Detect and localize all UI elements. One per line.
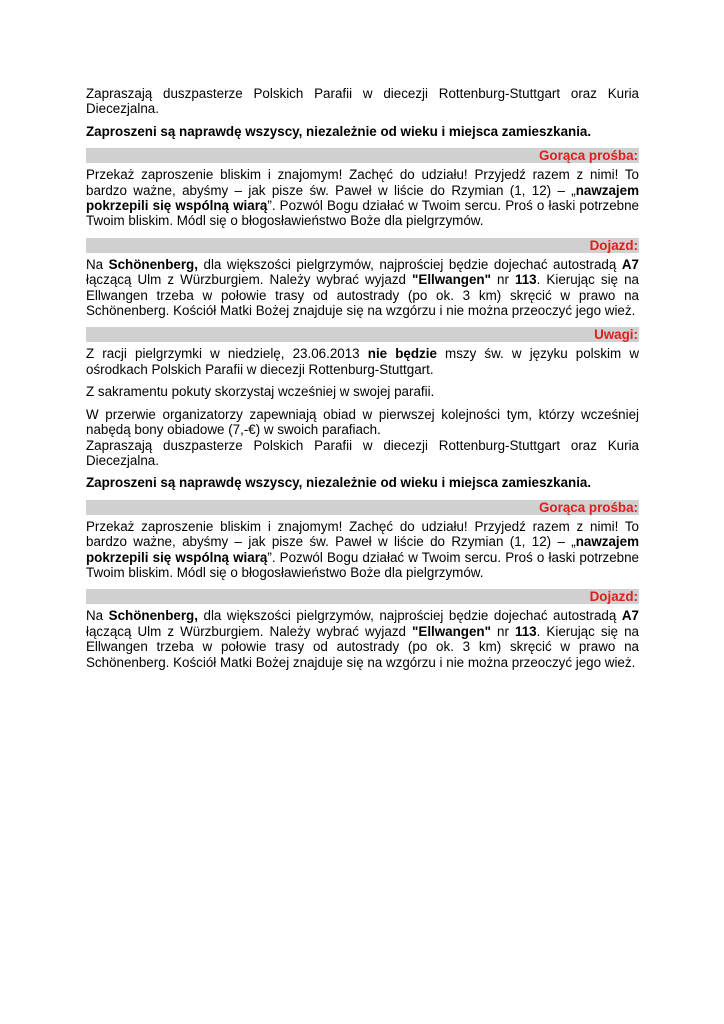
notes-t1: Z racji pielgrzymki w niedzielę, 23.06.2013 [86,346,368,362]
request2-bold: nawzajem pokrzepili się wspólną wiarą [86,534,639,565]
travel2-t3: łączącą Ulm z Würzburgiem. Należy wybrać wyjazd [86,623,413,639]
travel2-t1: Na [86,608,109,624]
request-text-1: Przekaż zaproszenie bliskim i znajomym! Zachęć do udziału! Przyjedź razem z nimi! To bardzo ważne, abyśmy – jak pisze św. Paweł w liście do Rzymian (1, 12) – „ [86,167,639,198]
section-heading-request-2: Gorąca prośba: [86,500,639,515]
request-text-2: ”. Pozwól Bogu działać w Twoim sercu. Proś o łaski potrzebne Twoim bliskim. Módl się o błogosławieństwo Boże dla pielgrzymów. [86,198,639,229]
section-heading-request: Gorąca prośba: [86,148,639,163]
invite-bold-2: Zaproszeni są naprawdę wszyscy, niezależnie od wieku i miejsca zamieszkania. [86,475,592,491]
request2-text-1: Przekaż zaproszenie bliskim i znajomym! Zachęć do udziału! Przyjedź razem z nimi! To bardzo ważne, abyśmy – jak pisze św. Paweł w liście do Rzymian (1, 12) – „ [86,518,639,550]
travel2-t5: . Kierując się na Ellwangen trzeba w połowie trasy od autostrady (po ok. 3 km) skręcić w prawo na Schönenberg. Kościół Matki Bożej znajduje się na wzgórzu i nie można przeoczyć jego wież. [86,623,639,670]
invite-bold: Zaproszeni są naprawdę wszyscy, niezależnie od wieku i miejsca zamieszkania. [86,123,592,139]
travel-t2: dla większości pielgrzymów, najprościej będzie dojechać autostradą [197,256,622,272]
travel2-b2: A7 [621,608,639,624]
travel-b3: "Ellwangen" [412,272,491,288]
invite-text-2: Zapraszają duszpasterze Polskich Parafii w diecezji Rottenburg-Stuttgart oraz Kuria Diecezjalna. [86,437,639,468]
travel-t1: Na [86,256,109,272]
request2-text-2: ”. Pozwól Bogu działać w Twoim sercu. Proś o łaski potrzebne Twoim bliskim. Módl się o błogosławieństwo Boże dla pielgrzymów. [86,549,639,580]
travel-t4: nr [490,272,516,288]
request-bold: nawzajem pokrzepili się wspólną wiarą [86,182,639,214]
travel2-t4: nr [490,623,516,639]
travel2-b1: Schönenberg, [108,608,198,624]
section-heading-notes: Uwagi: [86,327,639,342]
travel-b1: Schönenberg, [108,256,198,272]
document-body [86,86,639,670]
invite-text: Zapraszają duszpasterze Polskich Parafii w diecezji Rottenburg-Stuttgart oraz Kuria Diecezjalna. [86,86,639,117]
travel-paragraph [86,257,639,319]
section-heading-travel-2: Dojazd: [86,589,639,604]
notes-paragraph-3: W przerwie organizatorzy zapewniają obiad w pierwszej kolejności tym, którzy wcześniej nabędą bony obiadowe (7,-€) w swoich parafiach. [86,406,639,438]
notes-paragraph-2: Z sakramentu pokuty skorzystaj wcześniej w swojej parafii. [86,384,435,400]
section-heading-travel: Dojazd: [86,238,639,253]
travel-t5: . Kierując się na Ellwangen trzeba w połowie trasy od autostrady (po ok. 3 km) skręcić w prawo na Schönenberg. Kościół Matki Bożej znajduje się na wzgórzu i nie można przeoczyć jego wież. [86,272,639,319]
travel2-b4: 113 [515,623,537,639]
notes-t2: mszy św. w języku polskim w ośrodkach Polskich Parafii w diecezji Rottenburg-Stuttgart. [86,346,639,377]
travel-paragraph-2 [86,608,639,670]
travel-b4: 113 [515,272,537,288]
notes-b1: nie będzie [367,346,437,362]
request-paragraph [86,167,639,229]
travel2-t2: dla większości pielgrzymów, najprościej będzie dojechać autostradą [197,608,622,624]
travel2-b3: "Ellwangen" [412,623,491,639]
notes-paragraph-1 [86,346,639,377]
travel-b2: A7 [621,256,639,272]
request-paragraph-2 [86,519,639,581]
travel-t3: łączącą Ulm z Würzburgiem. Należy wybrać wyjazd [86,272,413,288]
